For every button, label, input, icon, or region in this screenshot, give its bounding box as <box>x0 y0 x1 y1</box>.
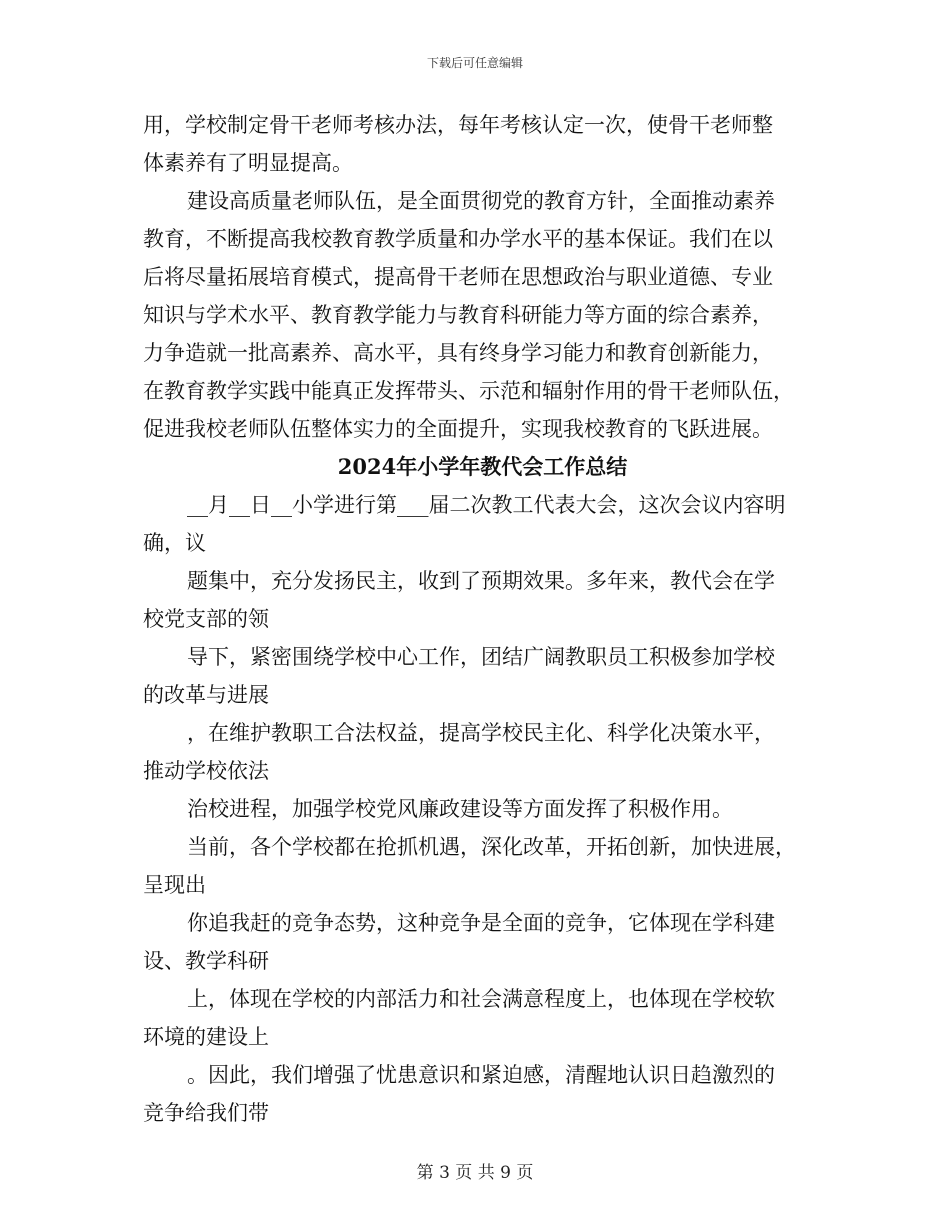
text-line: 后将尽量拓展培育模式，提高骨干老师在思想政治与职业道德、专业 <box>143 265 773 289</box>
section-title: 2024年小学年教代会工作总结 <box>337 454 628 479</box>
text-line: ，在维护教职工合法权益，提高学校民主化、科学化决策水平， <box>187 721 775 745</box>
text-line: 力争造就一批高素养、高水平，具有终身学习能力和教育创新能力， <box>143 341 773 365</box>
text-line: 的改革与进展 <box>143 683 269 707</box>
text-line: 推动学校依法 <box>143 759 269 783</box>
text-line: 体素养有了明显提高。 <box>143 151 353 175</box>
text-line: 建设高质量老师队伍，是全面贯彻党的教育方针，全面推动素养 <box>187 189 775 213</box>
text-line: 题集中，充分发扬民主，收到了预期效果。多年来，教代会在学 <box>187 569 775 593</box>
text-line: 上，体现在学校的内部活力和社会满意程度上，也体现在学校软 <box>187 987 775 1011</box>
text-line: 环境的建设上 <box>143 1025 269 1049</box>
text-line: 在教育教学实践中能真正发挥带头、示范和辐射作用的骨干老师队伍， <box>143 379 794 403</box>
text-line: 呈现出 <box>143 873 206 897</box>
text-line: 竞争给我们带 <box>143 1101 269 1125</box>
page-footer: 第 3 页 共 9 页 <box>416 1163 534 1183</box>
text-line: 教育，不断提高我校教育教学质量和办学水平的基本保证。我们在以 <box>143 227 773 251</box>
text-line: 确，议 <box>143 531 206 555</box>
text-line: 导下，紧密围绕学校中心工作，团结广阔教职员工积极参加学校 <box>187 645 775 669</box>
text-line: __月__日__小学进行第___届二次教工代表大会，这次会议内容明 <box>187 493 786 517</box>
text-line: 促进我校老师队伍整体实力的全面提升，实现我校教育的飞跃进展。 <box>143 417 773 441</box>
text-line: 知识与学术水平、教育教学能力与教育科研能力等方面的综合素养， <box>143 303 773 327</box>
text-line: 你追我赶的竞争态势，这种竞争是全面的竞争，它体现在学科建 <box>187 911 775 935</box>
text-line: 当前，各个学校都在抢抓机遇，深化改革，开拓创新，加快进展， <box>187 835 796 859</box>
page-header: 下载后可任意编辑 <box>426 56 523 70</box>
text-line: 校党支部的领 <box>143 607 269 631</box>
text-line: 用，学校制定骨干老师考核办法，每年考核认定一次，使骨干老师整 <box>143 113 773 137</box>
document-body <box>143 106 808 1132</box>
text-line: 设、教学科研 <box>143 949 269 973</box>
text-line: 。因此，我们增强了忧患意识和紧迫感，清醒地认识日趋激烈的 <box>187 1063 775 1087</box>
text-line: 治校进程，加强学校党风廉政建设等方面发挥了积极作用。 <box>187 797 733 821</box>
